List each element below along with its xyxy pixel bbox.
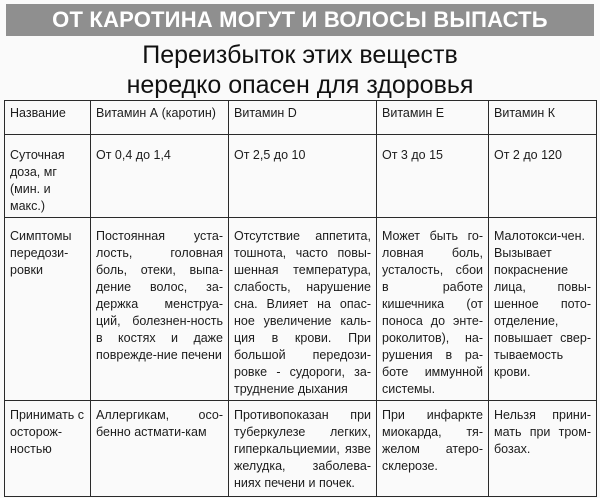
symptoms-vitamin-k: Малотокси-чен. Вызывает покраснение лица, повы-шенное пото-отделение, повышает свер-тываемость крови. [489, 218, 597, 401]
dose-label: Суточная доза, мг (мин. и макс.) [5, 135, 91, 218]
caution-vitamin-k: Нельзя прини-мать при тром-бозах. [489, 401, 597, 497]
headline-line-2: нередко опасен для здоровья [126, 71, 474, 99]
table-row-caution [5, 401, 597, 497]
caution-vitamin-e: При инфаркте миокарда, тя-желом атеро-склерозе. [377, 401, 489, 497]
caution-vitamin-d: Противопоказан при туберкулезе легких, гиперкальциемии, язве желудка, заболева-ниях печени и почек. [229, 401, 377, 497]
article-headline [0, 40, 600, 100]
dose-vitamin-a: От 0,4 до 1,4 [91, 135, 229, 218]
table-row-symptoms [5, 218, 597, 401]
caution-vitamin-a: Аллергикам, осо-бенно астмати-кам [91, 401, 229, 497]
article-banner: ОТ КАРОТИНА МОГУТ И ВОЛОСЫ ВЫПАСТЬ [6, 4, 594, 36]
header-vitamin-e: Витамин Е [377, 101, 489, 135]
dose-vitamin-d: От 2,5 до 10 [229, 135, 377, 218]
header-vitamin-k: Витамин К [489, 101, 597, 135]
dose-vitamin-k: От 2 до 120 [489, 135, 597, 218]
headline-line-1: Переизбыток этих веществ [142, 41, 458, 69]
header-vitamin-a: Витамин А (каротин) [91, 101, 229, 135]
dose-vitamin-e: От 3 до 15 [377, 135, 489, 218]
symptoms-label: Симптомы передози-ровки [5, 218, 91, 401]
table-row-dose [5, 135, 597, 218]
symptoms-vitamin-e: Может быть го-ловная боль, усталость, сбои в работе кишечника (от поноса до энте-роколитов), на-рушения в ра-боте иммунной системы. [377, 218, 489, 401]
symptoms-vitamin-d: Отсутствие аппетита, тошнота, часто повы-шенная температура, слабость, нарушение сна. Влияет на опас-ное увеличение каль-ция в крови. При большой передози-ровке - судороги, за-труднение дыхания [229, 218, 377, 401]
header-name-cell: Название [5, 101, 91, 135]
header-vitamin-d: Витамин D [229, 101, 377, 135]
vitamin-table [4, 100, 597, 497]
table-header-row [5, 101, 597, 135]
caution-label: Принимать с осторож-ностью [5, 401, 91, 497]
symptoms-vitamin-a: Постоянная уста-лость, головная боль, отеки, выпа-дение волос, за-держка менструа-ций, болезнен-ность в костях и даже поврежде-ние печени [91, 218, 229, 401]
